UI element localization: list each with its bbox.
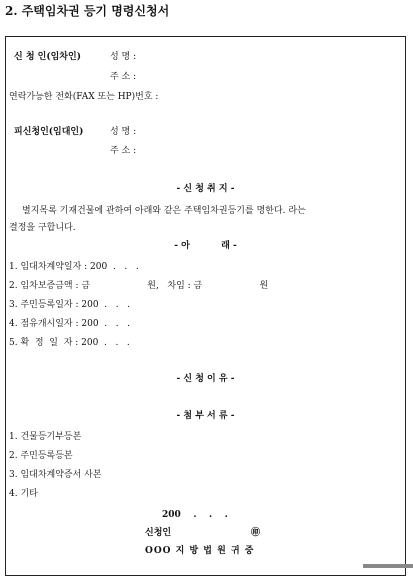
respondent-label: 피신청인(임대인) <box>14 127 84 137</box>
application-form <box>5 36 406 576</box>
document-heading: 2. 주택임차권 등기 명령신청서 <box>5 4 170 18</box>
applicant-label: 신 청 인(임차인) <box>14 52 81 62</box>
seal-mark: ㊞ <box>251 528 261 538</box>
reason-title: - 신 청 이 유 - <box>176 374 235 384</box>
attachment-item: 4. 기타 <box>9 489 38 499</box>
respondent-name-label: 성 명 : <box>110 127 137 137</box>
applicant-address-label: 주 소 : <box>110 72 137 82</box>
court-addressee: ΟΟΟ 지 방 법 원 귀 중 <box>145 546 255 556</box>
detail-item: 4. 점유개시일자 : 200 . . . <box>9 319 131 329</box>
attachment-item: 2. 주민등록등본 <box>9 451 73 461</box>
applicant-name-label: 성 명 : <box>110 52 137 62</box>
detail-item: 5. 확 정 일 자 : 200 . . . <box>9 338 130 348</box>
detail-item: 1. 임대차계약일자 : 200 . . . <box>9 262 139 272</box>
purpose-title: - 신 청 취 지 - <box>176 184 235 194</box>
signer-label: 신청인 <box>145 528 172 538</box>
attachment-item: 1. 건물등기부등본 <box>9 432 82 442</box>
signature-date: 200 . . . <box>162 510 228 520</box>
applicant-contact-label: 연락가능한 전화(FAX 또는 HP)번호 : <box>9 92 159 102</box>
attachment-item: 3. 임대차계약증서 사본 <box>9 470 102 480</box>
detail-item: 2. 임차보증금액 : 금 원, 차임 : 금 원 <box>9 281 269 291</box>
purpose-line-2: 결정을 구합니다. <box>9 223 76 233</box>
detail-item: 3. 주민등록일자 : 200 . . . <box>9 300 131 310</box>
respondent-address-label: 주 소 : <box>110 146 137 156</box>
purpose-line-1: 별지목록 기재건물에 관하여 아래와 같은 주택임차권등기를 명한다. 라는 <box>22 206 306 216</box>
attachments-title: - 첨 부 서 류 - <box>176 411 235 421</box>
page-edge-bar <box>363 564 413 568</box>
details-title: - 아 래 - <box>174 241 237 251</box>
